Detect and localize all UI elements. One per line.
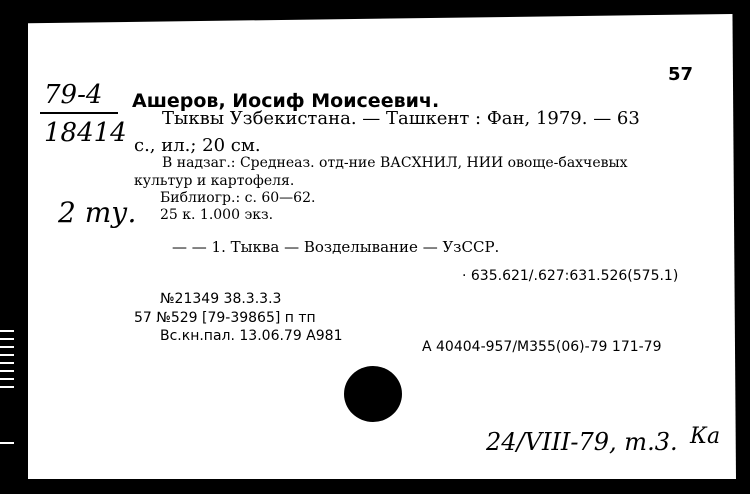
reference-line-3: Вс.кн.пал. 13.06.79 А981 [160, 328, 343, 344]
price-and-copies: 25 к. 1.000 экз. [160, 207, 274, 223]
card-number: 57 [668, 64, 694, 85]
handwritten-copies-note: 2 ту. [58, 196, 137, 229]
subject-heading: — — 1. Тыква — Возделывание — УзССР. [172, 238, 500, 256]
udc-classification: · 635.621/.627:631.526(575.1) [462, 268, 679, 284]
shelf-mark-underline [40, 112, 118, 114]
punch-hole [344, 366, 402, 422]
reference-line-1: №21349 38.3.3.3 [160, 291, 282, 307]
note-line-2: культур и картофеля. [134, 173, 295, 189]
reference-line-2: 57 №529 [79-39865] п тп [134, 310, 316, 326]
author-heading: Ашеров, Иосиф Моисеевич. [132, 90, 440, 112]
handwritten-initials: Ка [690, 424, 721, 449]
bibliography-note: Библиогр.: с. 60—62. [160, 190, 316, 206]
handwritten-shelf-mark: 79-4 [44, 80, 103, 110]
order-code: А 40404-957/М355(06)-79 171-79 [422, 339, 662, 355]
handwritten-date-note: 24/VIII-79, т.3. [486, 428, 678, 456]
handwritten-inventory-number: 18414 [44, 118, 127, 148]
title-line-1: Тыквы Узбекистана. — Ташкент : Фан, 1979. — 63 [162, 108, 640, 129]
title-line-2: с., ил.; 20 см. [134, 135, 261, 156]
note-line-1: В надзаг.: Среднеаз. отд-ние ВАСХНИЛ, НИИ овоще-бахчевых [162, 155, 628, 171]
